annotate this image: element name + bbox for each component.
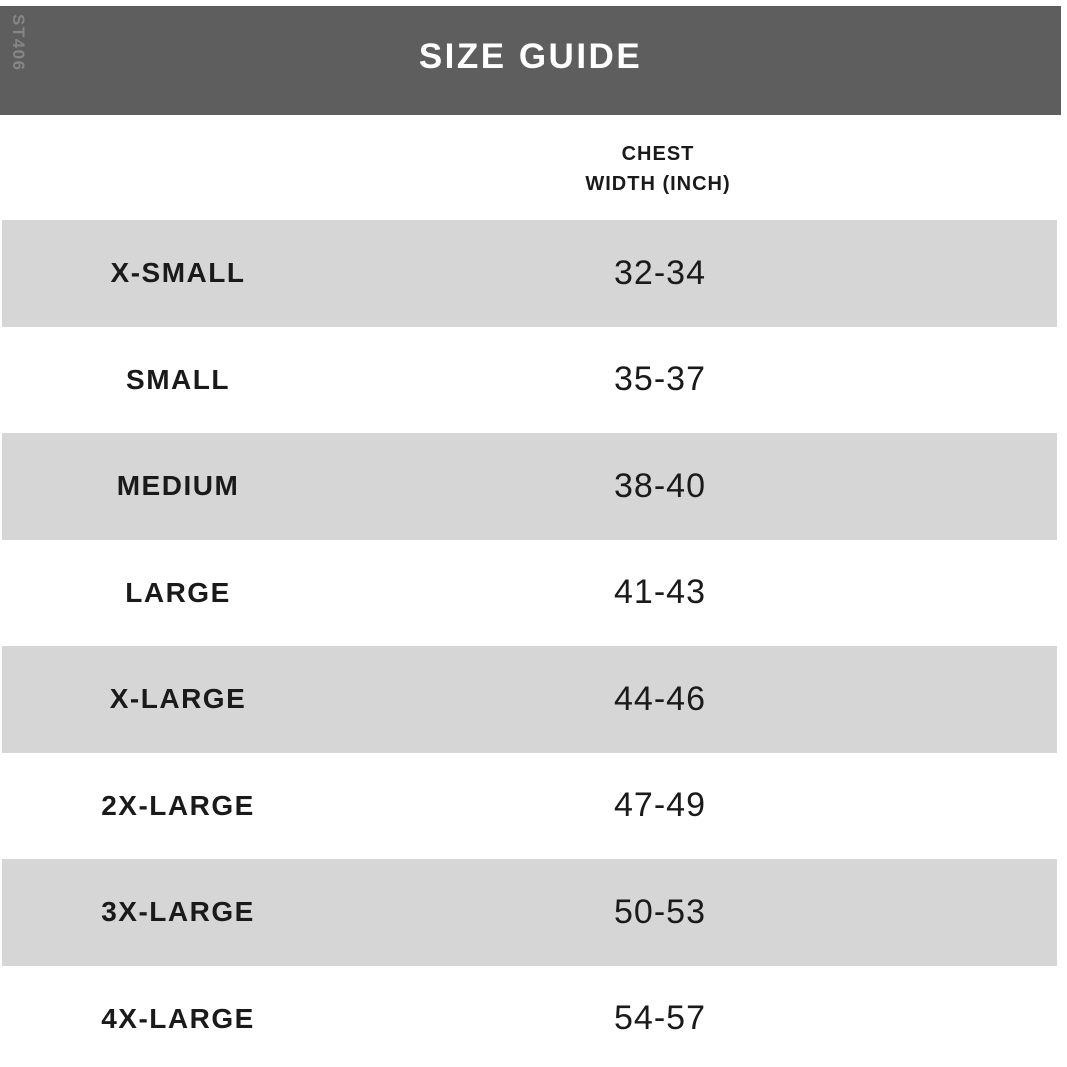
table-row [2,433,1057,540]
table-row [2,327,1057,434]
table-row [2,220,1057,327]
chest-width-value: 44-46 [614,679,706,718]
chest-width-header-line2: WIDTH (INCH) [585,173,731,195]
chest-width-value: 54-57 [614,999,706,1038]
size-label: MEDIUM [116,470,240,502]
size-label: X-LARGE [109,683,247,715]
chest-width-value: 41-43 [614,573,706,612]
size-label: 4X-LARGE [101,1002,255,1034]
table-row [2,753,1057,860]
style-code-label: ST406 [9,14,28,72]
size-table-body [2,220,1057,1067]
chest-width-header-line1: CHEST [621,143,695,165]
size-guide-header-bar [0,6,1061,115]
chest-width-value: 38-40 [614,466,706,505]
chest-width-value: 32-34 [614,253,706,292]
chest-width-value: 50-53 [614,892,706,931]
chest-width-value: 35-37 [614,360,706,399]
table-row [2,646,1057,753]
size-label: X-SMALL [110,257,246,289]
chest-width-value: 47-49 [614,786,706,825]
size-label: 3X-LARGE [101,896,255,928]
table-row [2,966,1057,1067]
size-label: LARGE [125,576,231,608]
table-row [2,540,1057,647]
chest-width-column-header [458,139,858,199]
size-label: 2X-LARGE [101,789,255,821]
size-label: SMALL [126,363,230,395]
size-guide-title: SIZE GUIDE [418,36,643,76]
table-row [2,859,1057,966]
